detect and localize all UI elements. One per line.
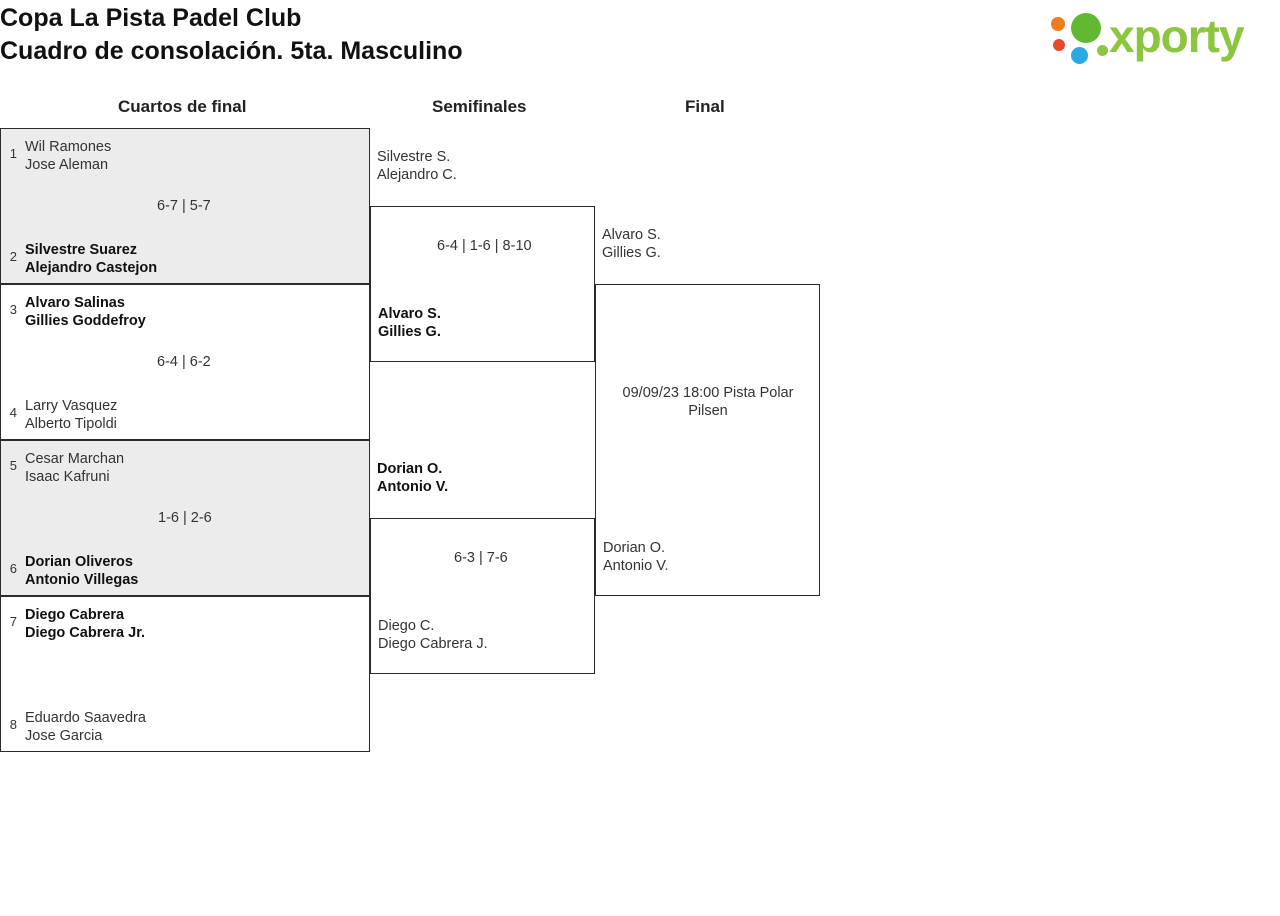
team-sf2-bottom: Diego C. Diego Cabrera J.	[378, 618, 488, 652]
team-qf2-bottom: Larry Vasquez Alberto Tipoldi	[25, 398, 118, 432]
seed-number: 6	[9, 561, 17, 576]
team-final-top: Alvaro S. Gillies G.	[602, 227, 661, 261]
seed-number: 5	[9, 458, 17, 473]
team-qf2-top: Alvaro Salinas Gillies Goddefroy	[25, 295, 146, 329]
match-box-qf-3[interactable]	[0, 440, 370, 596]
score-qf-3: 1-6 | 2-6	[158, 510, 212, 526]
logo-dot-orange	[1051, 17, 1065, 31]
logo-dot-red	[1053, 39, 1065, 51]
round-header-semifinals: Semifinales	[432, 97, 527, 116]
match-box-qf-2[interactable]	[0, 284, 370, 440]
final-match-info: 09/09/23 18:00 Pista Polar Pilsen	[622, 385, 794, 419]
team-qf1-bottom: Silvestre Suarez Alejandro Castejon	[25, 242, 158, 276]
logo-dot-blue	[1071, 47, 1088, 64]
score-sf-1: 6-4 | 1-6 | 8-10	[437, 238, 532, 254]
round-header-final: Final	[685, 97, 725, 116]
team-qf3-bottom: Dorian Oliveros Antonio Villegas	[25, 554, 139, 588]
seed-number: 3	[9, 302, 17, 317]
team-qf3-top: Cesar Marchan Isaac Kafruni	[25, 451, 125, 485]
team-sf1-bottom: Alvaro S. Gillies G.	[378, 306, 441, 340]
xporty-logo[interactable]	[1049, 5, 1274, 67]
seed-number: 7	[9, 614, 17, 629]
score-qf-2: 6-4 | 6-2	[157, 354, 211, 370]
seed-number: 2	[9, 249, 17, 264]
page-header	[0, 0, 1280, 72]
seed-number: 8	[9, 717, 17, 732]
logo-dot-green-large	[1071, 13, 1101, 43]
score-qf-1: 6-7 | 5-7	[157, 198, 211, 214]
bracket-subtitle: Cuadro de consolación. 5ta. Masculino	[0, 37, 463, 65]
round-header-quarterfinals: Cuartos de final	[118, 97, 247, 116]
team-qf4-top: Diego Cabrera Diego Cabrera Jr.	[25, 607, 146, 641]
team-sf2-top: Dorian O. Antonio V.	[377, 461, 449, 495]
team-final-bottom: Dorian O. Antonio V.	[603, 540, 669, 574]
page-title	[0, 2, 463, 68]
team-sf1-top: Silvestre S. Alejandro C.	[377, 149, 457, 183]
match-box-sf-1[interactable]	[370, 206, 595, 362]
team-qf4-bottom: Eduardo Saavedra Jose Garcia	[25, 710, 146, 744]
seed-number: 1	[9, 146, 17, 161]
match-box-final[interactable]	[595, 284, 820, 596]
logo-dot-green-small	[1097, 45, 1108, 56]
score-sf-2: 6-3 | 7-6	[454, 550, 508, 566]
tournament-name: Copa La Pista Padel Club	[0, 4, 302, 32]
logo-wordmark: xporty	[1109, 10, 1244, 62]
logo-dots-icon	[1049, 9, 1115, 65]
seed-number: 4	[9, 405, 17, 420]
match-box-qf-4[interactable]	[0, 596, 370, 752]
match-box-qf-1[interactable]	[0, 128, 370, 284]
match-box-sf-2[interactable]	[370, 518, 595, 674]
team-qf1-top: Wil Ramones Jose Aleman	[25, 139, 112, 173]
